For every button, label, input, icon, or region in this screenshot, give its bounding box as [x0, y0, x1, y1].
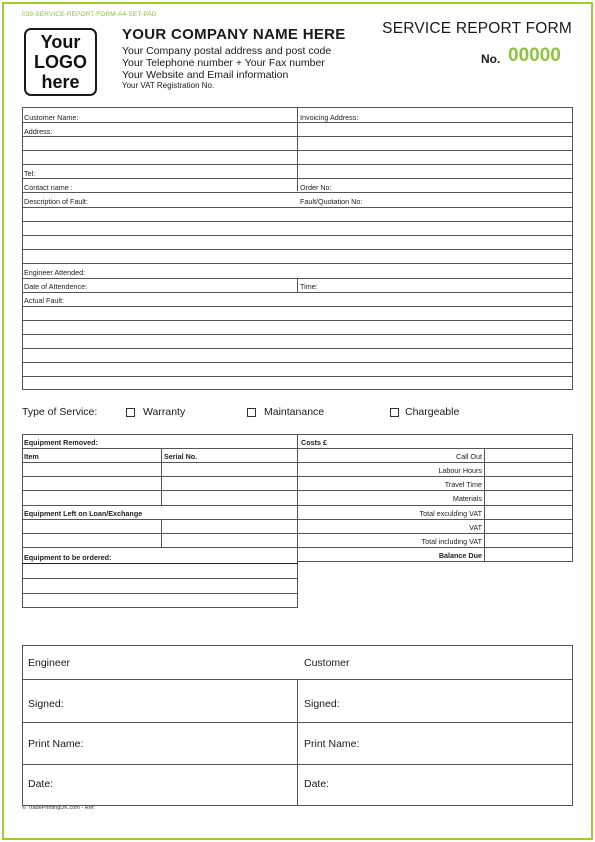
vat-row[interactable]: VAT — [469, 523, 482, 532]
tel-field[interactable]: Tel: — [24, 169, 36, 178]
logo-text-line: here — [41, 72, 80, 92]
equipment-on-loan-header: Equipment Left on Loan/Exchange — [24, 509, 143, 518]
footer-copyright: © TradePrintingUK.com - Ref: — [22, 805, 95, 811]
balance-due-row[interactable]: Balance Due — [438, 551, 482, 560]
call-out-row[interactable]: Call Out — [456, 452, 482, 461]
item-column-header: Item — [24, 452, 39, 461]
type-of-service-label: Type of Service: — [22, 406, 98, 418]
form-title: SERVICE REPORT FORM — [382, 20, 572, 37]
engineer-attended-field[interactable]: Engineer Attended: — [24, 268, 86, 277]
company-phone-line: Your Telephone number + Your Fax number — [122, 57, 325, 69]
total-including-vat-row[interactable]: Total including VAT — [421, 537, 482, 546]
serial-no-column-header: Serial No. — [164, 452, 198, 461]
engineer-signed-field[interactable]: Signed: — [28, 698, 64, 710]
total-excluding-vat-row[interactable]: Total exculding VAT — [419, 509, 482, 518]
form-number-value: 00000 — [508, 45, 561, 66]
company-name: YOUR COMPANY NAME HERE — [122, 26, 346, 43]
date-of-attendance-field[interactable]: Date of Attendence: — [24, 282, 88, 291]
description-of-fault-field[interactable]: Description of Fault: — [24, 197, 88, 206]
logo-placeholder — [24, 28, 97, 96]
warranty-checkbox[interactable] — [126, 408, 135, 417]
company-web-line: Your Website and Email information — [122, 69, 289, 81]
time-field[interactable]: Time: — [300, 282, 318, 291]
chargeable-checkbox[interactable] — [390, 408, 399, 417]
vat-registration-line: Your VAT Registration No. — [122, 81, 215, 90]
logo-text-line: Your — [40, 32, 81, 52]
order-no-field[interactable]: Order No: — [300, 183, 332, 192]
company-address-line: Your Company postal address and post code — [122, 45, 332, 57]
contact-name-field[interactable]: Contact name : — [24, 183, 73, 192]
materials-row[interactable]: Materials — [452, 494, 482, 503]
equipment-to-be-ordered-header: Equipment to be ordered: — [24, 553, 112, 562]
costs-header: Costs £ — [301, 438, 327, 447]
logo-text-line: LOGO — [34, 52, 87, 72]
form-number-label: No. — [481, 52, 501, 66]
address-field[interactable]: Address: — [24, 127, 53, 136]
engineer-print-name-field[interactable]: Print Name: — [28, 738, 84, 750]
engineer-date-field[interactable]: Date: — [28, 778, 54, 790]
actual-fault-field[interactable]: Actual Fault: — [24, 296, 64, 305]
customer-name-field[interactable]: Customer Name: — [24, 113, 79, 122]
chargeable-option-label: Chargeable — [405, 406, 460, 418]
customer-print-name-field[interactable]: Print Name: — [304, 738, 360, 750]
invoicing-address-field[interactable]: Invoicing Address: — [300, 113, 359, 122]
maintenance-option-label: Maintanance — [264, 406, 325, 418]
maintenance-checkbox[interactable] — [247, 408, 256, 417]
warranty-option-label: Warranty — [143, 406, 186, 418]
labour-hours-row[interactable]: Labour Hours — [438, 466, 482, 475]
customer-label: Customer — [304, 657, 350, 669]
customer-date-field[interactable]: Date: — [304, 778, 330, 790]
travel-time-row[interactable]: Travel Time — [444, 480, 482, 489]
equipment-removed-header: Equipment Removed: — [24, 438, 98, 447]
form-reference-code: 039-SERVICE-REPORT-FORM-A4-SET-PAD — [22, 11, 157, 18]
engineer-label: Engineer — [28, 657, 71, 669]
fault-quotation-no-field[interactable]: Fault/Quotation No: — [300, 197, 363, 206]
customer-signed-field[interactable]: Signed: — [304, 698, 340, 710]
